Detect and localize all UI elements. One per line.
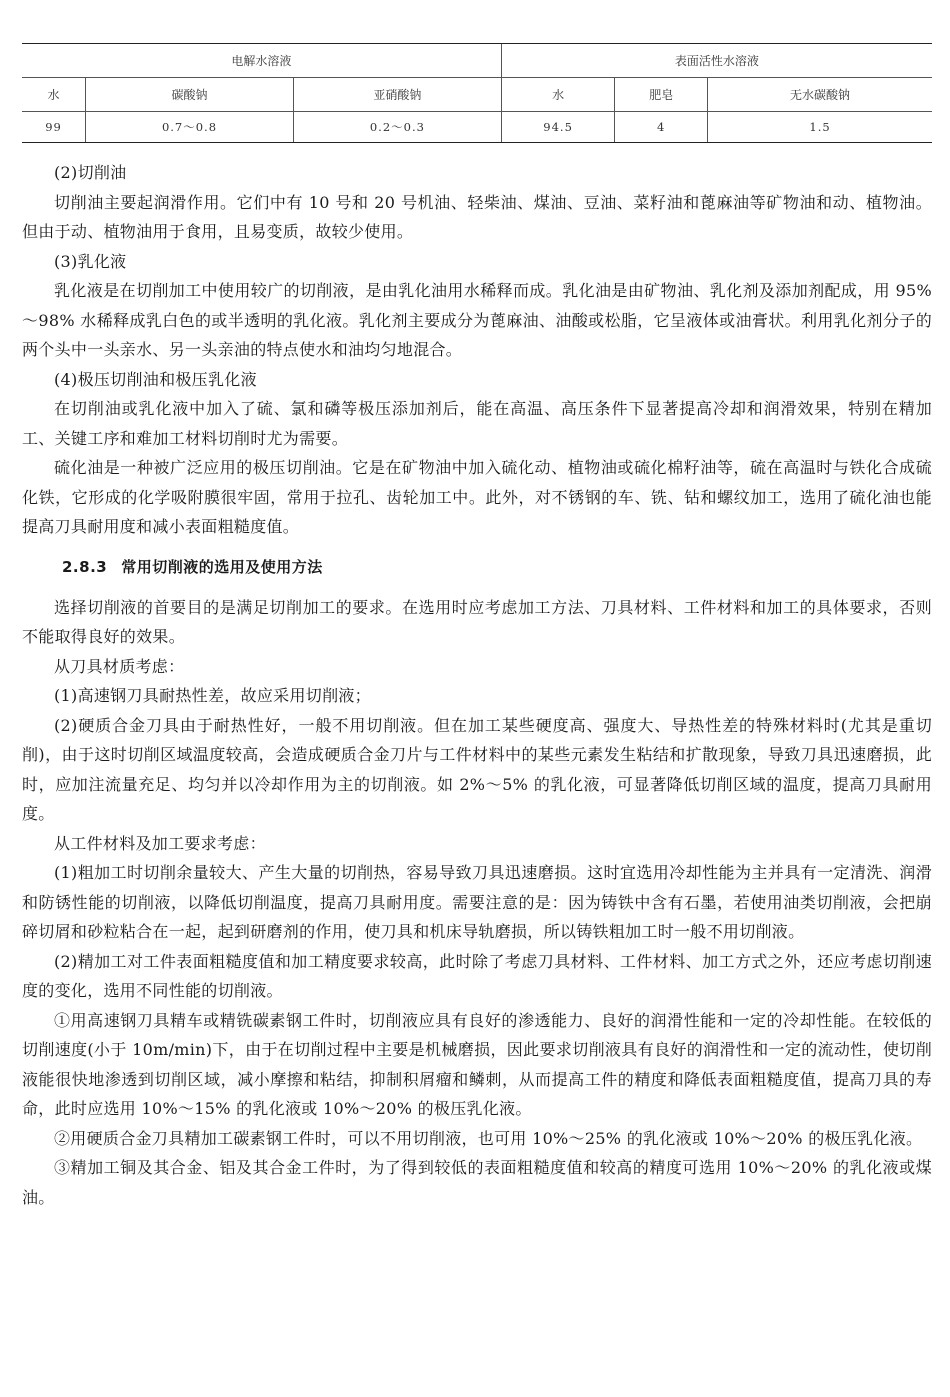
paragraph: 选择切削液的首要目的是满足切削加工的要求。在选用时应考虑加工方法、刀具材料、工件材料和加工的具体要求，否则不能取得良好的效果。	[22, 597, 932, 646]
table-header-cell: 亚硝酸钠	[293, 78, 501, 112]
subheading-extreme-pressure: (4)极压切削油和极压乳化液	[54, 369, 257, 389]
table-cell: 0.7～0.8	[86, 112, 294, 143]
table-header-row	[22, 78, 932, 112]
table-header-cell: 肥皂	[615, 78, 708, 112]
table-header-cell: 水	[501, 78, 614, 112]
table-group-header-row	[22, 44, 932, 78]
paragraph: 从刀具材质考虑：	[54, 656, 185, 676]
table-group-electrolyte: 电解水溶液	[22, 44, 501, 78]
paragraph: (1)粗加工时切削余量较大、产生大量的切削热，容易导致刀具迅速磨损。这时宜选用冷却性能为主并具有一定清洗、润滑和防锈性能的切削液，以降低切削温度，提高刀具耐用度。需要注意的是：因为铸铁中含有石墨，若使用油类切削液，会把崩碎切屑和砂粒粘合在一起，起到研磨剂的作用，使刀具和机床导轨磨损，所以铸铁粗加工时一般不用切削液。	[22, 863, 932, 941]
section-title: 常用切削液的选用及使用方法	[121, 557, 323, 576]
table-cell: 1.5	[708, 112, 932, 143]
body-text	[22, 158, 932, 1212]
paragraph: ①用高速钢刀具精车或精铣碳素钢工件时，切削液应具有良好的渗透能力、良好的润滑性能和一定的冷却性能。在较低的切削速度(小于 10m/min)下，由于在切削过程中主要是机械磨损，因此要求切削液具有良好的润滑性和一定的流动性，使切削液能很快地渗透到切削区域，减小摩擦和粘结，抑制积屑瘤和鳞刺，从而提高工件的精度和降低表面粗糙度值，提高刀具的寿命，此时应选用 10%～15% 的乳化液或 10%～20% 的极压乳化液。	[22, 1010, 932, 1118]
table-cell: 94.5	[501, 112, 614, 143]
paragraph: ②用硬质合金刀具精加工碳素钢工件时，可以不用切削液，也可用 10%～25% 的乳化液或 10%～20% 的极压乳化液。	[54, 1128, 923, 1148]
table-cell: 4	[615, 112, 708, 143]
table-cell: 0.2～0.3	[293, 112, 501, 143]
paragraph: 硫化油是一种被广泛应用的极压切削油。它是在矿物油中加入硫化动、植物油或硫化棉籽油等，硫在高温时与铁化合成硫化铁，它形成的化学吸附膜很牢固，常用于拉孔、齿轮加工中。此外，对不锈钢的车、铣、钻和螺纹加工，选用了硫化油也能提高刀具耐用度和减小表面粗糙度值。	[22, 458, 932, 536]
paragraph: 从工件材料及加工要求考虑：	[54, 833, 266, 853]
table-header-cell: 碳酸钠	[86, 78, 294, 112]
section-heading	[62, 556, 932, 577]
paragraph: (2)精加工对工件表面粗糙度值和加工精度要求较高，此时除了考虑刀具材料、工件材料、加工方式之外，还应考虑切削速度的变化，选用不同性能的切削液。	[22, 951, 932, 1000]
subheading-emulsion: (3)乳化液	[54, 251, 127, 271]
table-cell: 99	[22, 112, 86, 143]
paragraph: (1)高速钢刀具耐热性差，故应采用切削液；	[54, 686, 371, 705]
subheading-cutting-oil: (2)切削油	[54, 163, 127, 182]
paragraph: 乳化液是在切削加工中使用较广的切削液，是由乳化油用水稀释而成。乳化油是由矿物油、乳化剂及添加剂配成，用 95%～98% 水稀释成乳白色的或半透明的乳化液。乳化剂主要成分为蓖麻油、油酸或松脂，它呈液体或油膏状。利用乳化剂分子的两个头中一头亲水、另一头亲油的特点使水和油均匀地混合。	[22, 281, 932, 359]
table-group-surfactant: 表面活性水溶液	[501, 44, 932, 78]
section-number: 2.8.3	[62, 557, 108, 576]
table-header-cell: 无水碳酸钠	[708, 78, 932, 112]
paragraph: (2)硬质合金刀具由于耐热性好，一般不用切削液。但在加工某些硬度高、强度大、导热性差的特殊材料时(尤其是重切削)，由于这时切削区域温度较高，会造成硬质合金刀片与工件材料中的某些元素发生粘结和扩散现象，导致刀具迅速磨损，此时，应加注流量充足、均匀并以冷却作用为主的切削液。如 2%～5% 的乳化液，可显著降低切削区域的温度，提高刀具耐用度。	[22, 715, 932, 823]
cutting-fluid-composition-table	[22, 43, 932, 143]
table-row	[22, 112, 932, 143]
paragraph: 在切削油或乳化液中加入了硫、氯和磷等极压添加剂后，能在高温、高压条件下显著提高冷却和润滑效果，特别在精加工、关键工序和难加工材料切削时尤为需要。	[22, 399, 932, 448]
paragraph: 切削油主要起润滑作用。它们中有 10 号和 20 号机油、轻柴油、煤油、豆油、菜籽油和蓖麻油等矿物油和动、植物油。但由于动、植物油用于食用，且易变质，故较少使用。	[22, 192, 932, 241]
paragraph: ③精加工铜及其合金、铝及其合金工件时，为了得到较低的表面粗糙度值和较高的精度可选用 10%～20% 的乳化液或煤油。	[22, 1158, 932, 1207]
table-header-cell: 水	[22, 78, 86, 112]
